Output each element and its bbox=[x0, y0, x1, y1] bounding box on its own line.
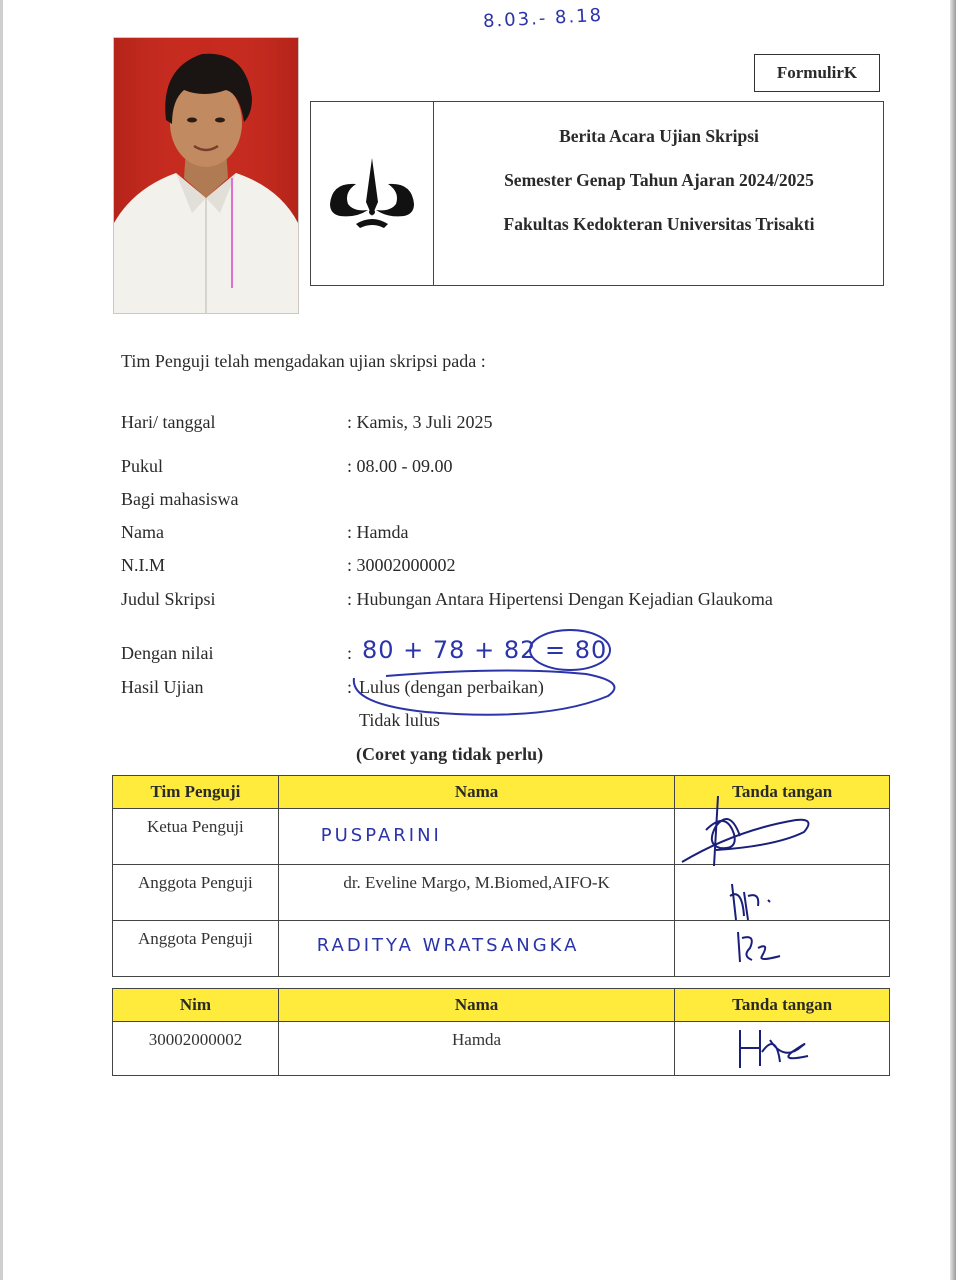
header-name: Nama bbox=[278, 989, 674, 1022]
nim-label: N.I.M bbox=[121, 555, 165, 575]
strike-note: (Coret yang tidak perlu) bbox=[356, 744, 544, 764]
examiner-name-handwritten: RADITYA WRATSANGKA bbox=[316, 935, 580, 956]
grade-label: Dengan nilai bbox=[121, 643, 214, 663]
signature-chair-examiner bbox=[676, 790, 816, 870]
header-signature: Tanda tangan bbox=[675, 989, 890, 1022]
intro-text: Tim Penguji telah mengadakan ujian skripsi pada : bbox=[121, 351, 486, 371]
semester-line: Semester Genap Tahun Ajaran 2024/2025 bbox=[504, 170, 814, 190]
table-row bbox=[113, 1022, 890, 1076]
thesis-title-label: Judul Skripsi bbox=[121, 589, 216, 609]
signature-member-examiner-1 bbox=[722, 876, 792, 968]
header-signature: Tanda tangan bbox=[675, 776, 890, 809]
student-name: Hamda bbox=[278, 1022, 674, 1076]
result-option-fail: Tidak lulus bbox=[359, 710, 440, 730]
header-examiner-team: Tim Penguji bbox=[113, 776, 279, 809]
page-edge-left bbox=[0, 0, 3, 1280]
result-colon: : bbox=[347, 677, 353, 697]
thesis-title-value: : Hubungan Antara Hipertensi Dengan Kejadian Glaukoma bbox=[347, 589, 773, 609]
student-nim: 30002000002 bbox=[113, 1022, 279, 1076]
student-heading: Bagi mahasiswa bbox=[121, 489, 239, 509]
page-edge-right bbox=[950, 0, 956, 1280]
examiner-name: dr. Eveline Margo, M.Biomed,AIFO-K bbox=[278, 865, 675, 921]
document-header bbox=[310, 101, 884, 286]
result-option-pass: Lulus (dengan perbaikan) bbox=[359, 677, 544, 697]
handwritten-time-note: 8.03.- 8.18 bbox=[482, 4, 604, 33]
header-name: Nama bbox=[278, 776, 675, 809]
examiner-role: Ketua Penguji bbox=[113, 809, 279, 865]
document-title: Berita Acara Ujian Skripsi bbox=[559, 126, 759, 146]
form-code-box: FormulirK bbox=[754, 54, 880, 92]
grade-colon: : bbox=[347, 643, 353, 663]
day-value: : Kamis, 3 Juli 2025 bbox=[347, 412, 493, 432]
result-label: Hasil Ujian bbox=[121, 677, 204, 697]
nim-value: : 30002000002 bbox=[347, 555, 456, 575]
student-table-header bbox=[113, 989, 890, 1022]
name-value: : Hamda bbox=[347, 522, 409, 542]
student-table bbox=[112, 988, 890, 1076]
student-photo bbox=[113, 37, 299, 314]
name-label: Nama bbox=[121, 522, 164, 542]
day-label: Hari/ tanggal bbox=[121, 412, 216, 432]
examiner-role: Anggota Penguji bbox=[113, 921, 279, 977]
examiner-name-handwritten: PUSPARINI bbox=[320, 825, 442, 846]
university-logo bbox=[311, 102, 434, 285]
examiner-role: Anggota Penguji bbox=[113, 865, 279, 921]
time-label: Pukul bbox=[121, 456, 164, 476]
handwritten-grade: 80 + 78 + 82 = 80 bbox=[362, 636, 608, 664]
signature-cell bbox=[675, 1022, 890, 1076]
time-value: : 08.00 - 09.00 bbox=[347, 456, 453, 476]
faculty-line: Fakultas Kedokteran Universitas Trisakti bbox=[503, 214, 815, 234]
header-nim: Nim bbox=[113, 989, 279, 1022]
